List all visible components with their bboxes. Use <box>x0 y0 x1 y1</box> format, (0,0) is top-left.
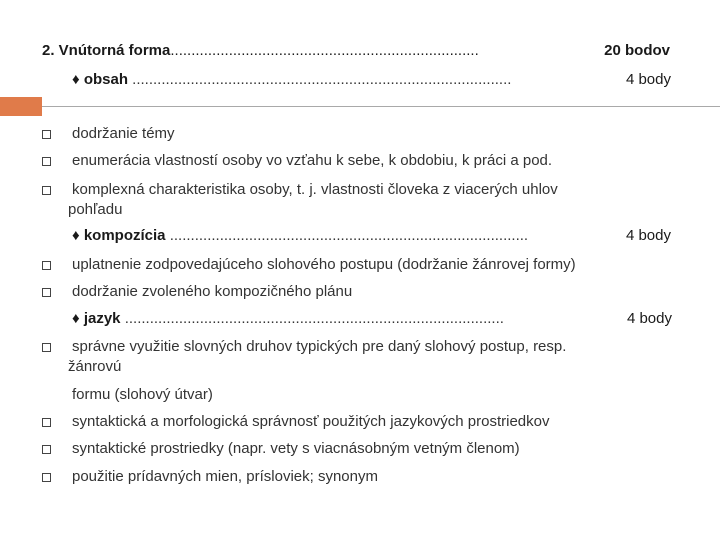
list-item: použitie prídavných mien, prísloviek; synonym <box>72 468 378 485</box>
bullet-box <box>42 445 51 454</box>
list-item: enumerácia vlastností osoby vo vzťahu k sebe, k obdobiu, k práci a pod. <box>72 152 553 169</box>
subsection-jazyk <box>72 310 504 327</box>
subsection-obsah <box>72 71 511 88</box>
kompozicia-points: 4 body <box>625 227 671 244</box>
jazyk-dots: ........................................................................................... <box>124 310 504 327</box>
list-item: syntaktická a morfologická správnosť použitých jazykových prostriedkov <box>72 413 550 430</box>
kompozicia-label: ♦ kompozícia <box>72 227 166 244</box>
section-heading <box>42 42 479 59</box>
jazyk-label: ♦ jazyk <box>72 310 121 327</box>
subsection-kompozicia <box>72 227 528 244</box>
heading-points: 20 bodov <box>604 42 670 59</box>
jazyk-points: 4 body <box>626 310 672 327</box>
kompozicia-dots: ...................................................................................... <box>169 227 529 244</box>
heading-dots: .......................................................................... <box>170 42 479 59</box>
list-item: uplatnenie zodpovedajúceho slohového postupu (dodržanie žánrovej formy) <box>72 256 576 273</box>
bullet-box <box>42 418 51 427</box>
list-item: dodržanie témy <box>72 125 175 142</box>
list-item: komplexná charakteristika osoby, t. j. vlastnosti človeka z viacerých uhlov <box>72 181 558 198</box>
list-item: správne využitie slovných druhov typických pre daný slohový postup, resp. <box>72 338 567 355</box>
divider-rule <box>42 106 720 107</box>
accent-bar <box>0 97 42 116</box>
obsah-label: ♦ obsah <box>72 71 128 88</box>
obsah-dots: ........................................................................................... <box>132 71 512 88</box>
bullet-box <box>42 261 51 270</box>
bullet-box <box>42 288 51 297</box>
bullet-box <box>42 130 51 139</box>
bullet-box <box>42 343 51 352</box>
list-item: syntaktické prostriedky (napr. vety s viacnásobným vetným členom) <box>72 440 520 457</box>
list-item-continuation: formu (slohový útvar) <box>72 386 213 403</box>
bullet-box <box>42 186 51 195</box>
obsah-points: 4 body <box>625 71 671 88</box>
bullet-box <box>42 473 51 482</box>
heading-label: 2. Vnútorná forma <box>42 42 171 59</box>
list-item-continuation: pohľadu <box>68 201 123 218</box>
list-item: dodržanie zvoleného kompozičného plánu <box>72 283 353 300</box>
bullet-box <box>42 157 51 166</box>
list-item-continuation: žánrovú <box>68 358 122 375</box>
